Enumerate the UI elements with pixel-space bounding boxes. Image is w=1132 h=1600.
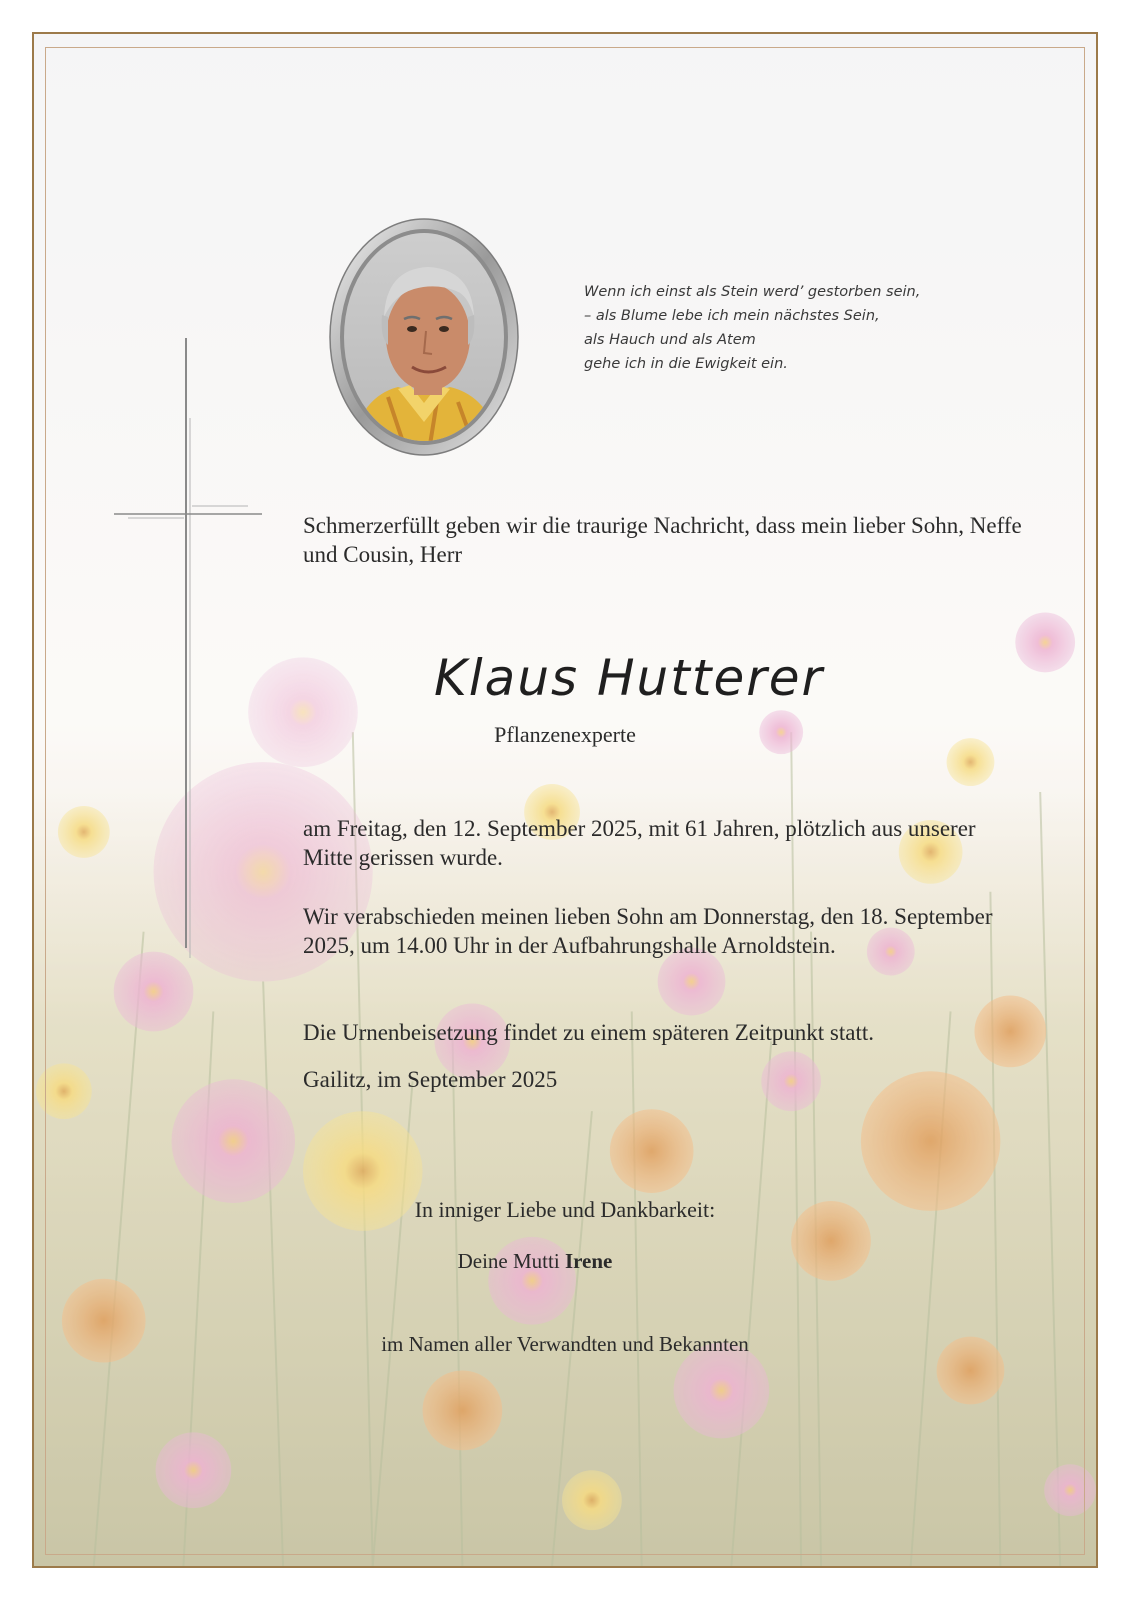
farewell-text: Wir verabschieden meinen lieben Sohn am Donnerstag, den 18. September 2025, um 14.00 Uhr in der Aufbahrungshalle Arnoldstein. xyxy=(303,904,993,958)
intro-text: Schmerzerfüllt geben wir die traurige Nachricht, dass mein lieber Sohn, Neffe und Cousin, Herr xyxy=(303,513,1022,567)
thanks-line: In inniger Liebe und Dankbarkeit: xyxy=(414,1197,716,1222)
poem-line: Wenn ich einst als Stein werd’ gestorben sein, xyxy=(584,284,921,300)
poem-line: – als Blume lebe ich mein nächstes Sein, xyxy=(584,308,880,324)
portrait-photo xyxy=(328,217,520,457)
poem-line: als Hauch und als Atem xyxy=(584,332,756,348)
memorial-poem xyxy=(584,280,1024,376)
death-notice-text: am Freitag, den 12. September 2025, mit 61 Jahren, plötzlich aus unserer Mitte gerissen wurde. xyxy=(303,816,976,870)
deceased-title: Pflanzenexperte xyxy=(494,722,636,747)
obituary-frame xyxy=(32,32,1098,1568)
urn-burial-text: Die Urnenbeisetzung findet zu einem späteren Zeitpunkt statt. xyxy=(303,1020,874,1045)
relatives-line: im Namen aller Verwandten und Bekannten xyxy=(381,1332,749,1356)
mourner-name: Irene xyxy=(564,1249,613,1273)
cross-icon xyxy=(114,338,264,958)
deceased-name: Klaus Hutterer xyxy=(434,649,825,707)
place-date-text: Gailitz, im September 2025 xyxy=(303,1067,558,1092)
poem-line: gehe ich in die Ewigkeit ein. xyxy=(584,356,788,372)
mourner-line xyxy=(32,1249,1066,1274)
mourner-prefix: Deine Mutti xyxy=(457,1249,565,1273)
